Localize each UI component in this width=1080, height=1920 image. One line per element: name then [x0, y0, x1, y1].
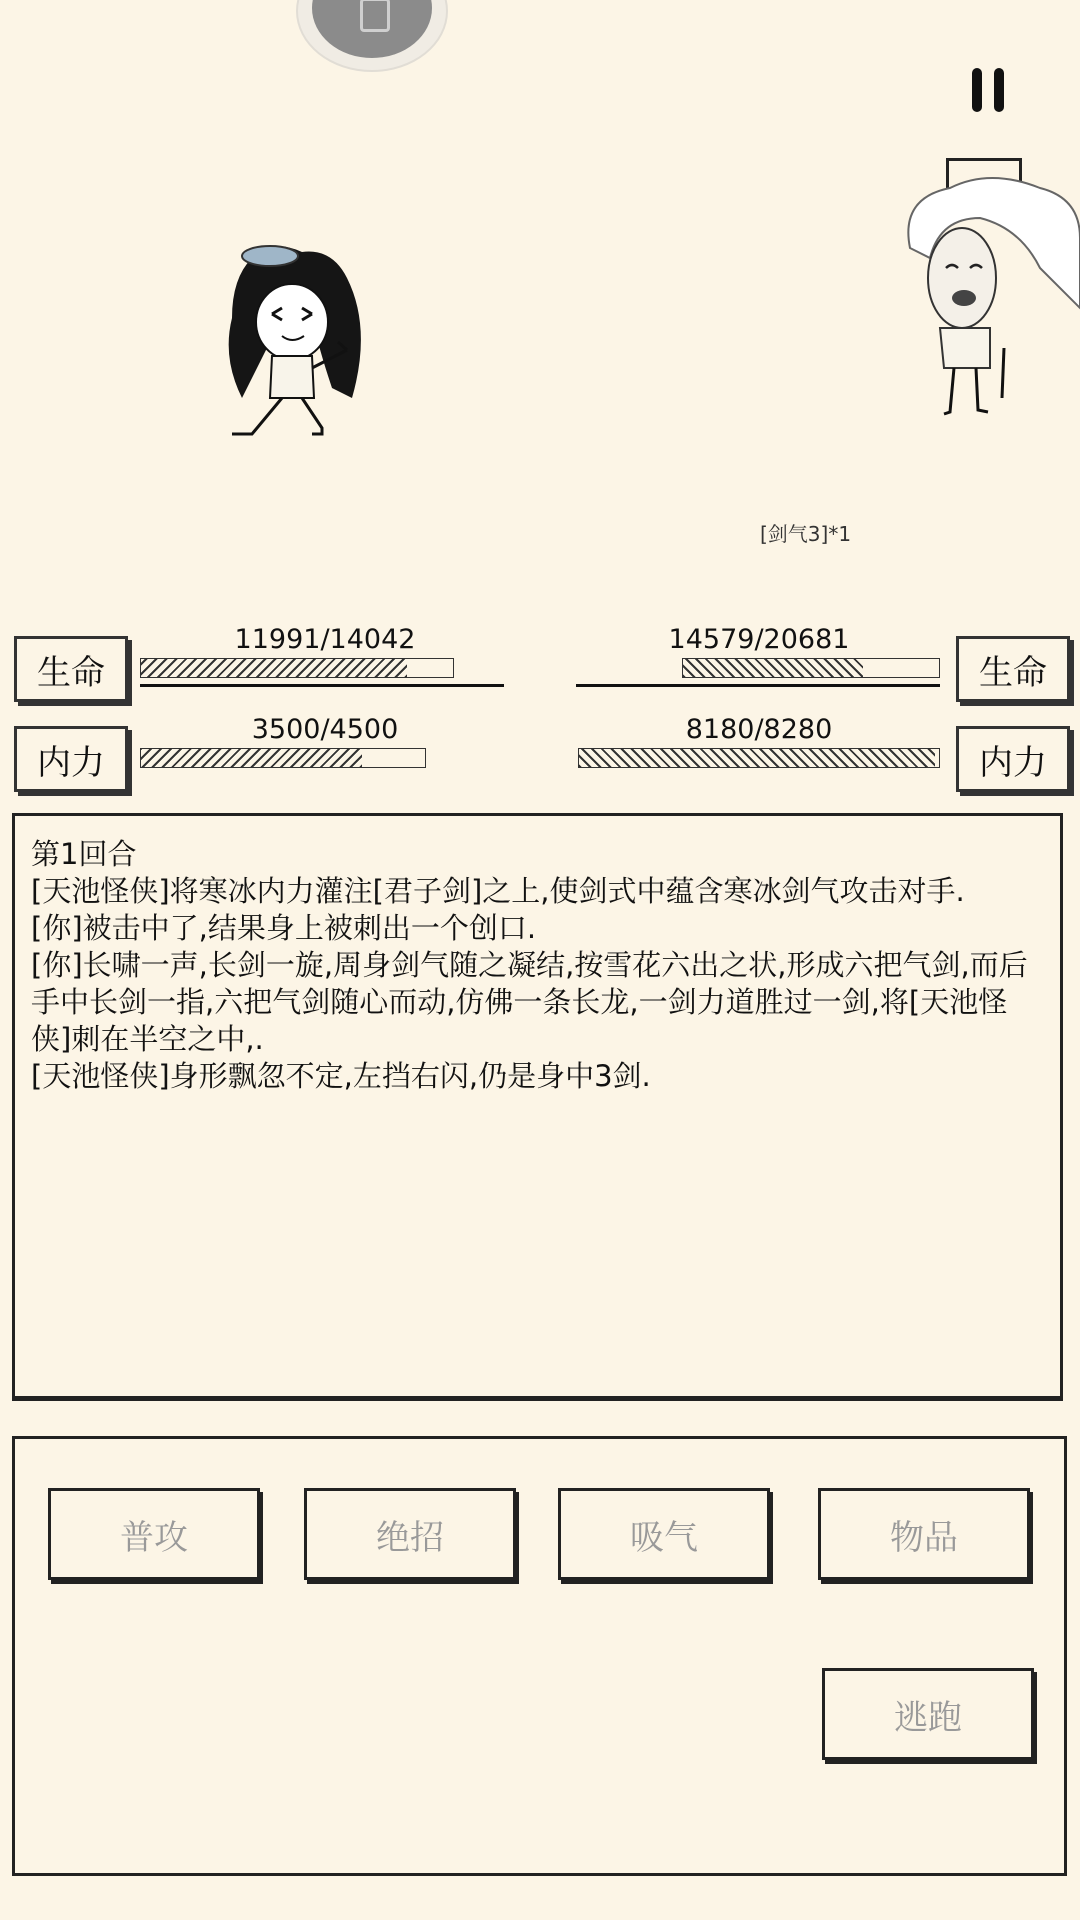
- player-mp-value: 3500/4500: [251, 714, 399, 745]
- player-mp-bar: [140, 748, 426, 768]
- enemy-mp-bar: [578, 748, 940, 768]
- menu-icon: [360, 0, 390, 32]
- top-menu-button[interactable]: [296, 0, 448, 72]
- breathe-button[interactable]: 吸气: [558, 1488, 770, 1580]
- ultimate-button[interactable]: 绝招: [304, 1488, 516, 1580]
- items-button[interactable]: 物品: [818, 1488, 1030, 1580]
- log-line: [你]被击中了,结果身上被刺出一个创口.: [31, 911, 537, 945]
- player-mp-fill: [141, 749, 362, 767]
- battle-log[interactable]: [12, 813, 1063, 1399]
- player-hp-underline: [140, 684, 504, 687]
- enemy-mp-label: 内力: [956, 726, 1070, 792]
- player-character: [212, 238, 432, 498]
- top-menu-button-face: [312, 0, 432, 58]
- log-line: 第1回合: [31, 837, 137, 871]
- pause-bar-right: [994, 68, 1004, 112]
- log-line: [你]长啸一声,长剑一旋,周身剑气随之凝结,按雪花六出之状,形成六把气剑,而后手中长剑一指,六把气剑随心而动,仿佛一条长龙,一剑力道胜过一剑,将[天池怪侠]刺在半空之中,.: [31, 948, 1028, 1056]
- enemy-hp-underline: [576, 684, 940, 687]
- enemy-hp-fill: [683, 659, 863, 677]
- attack-button[interactable]: 普攻: [48, 1488, 260, 1580]
- player-hp-fill: [141, 659, 407, 677]
- player-mp-label: 内力: [14, 726, 128, 792]
- enemy-hp-bar: [682, 658, 940, 678]
- enemy-hp-value: 14579/20681: [668, 624, 850, 655]
- log-line: [天池怪侠]身形飘忽不定,左挡右闪,仍是身中3剑.: [31, 1059, 651, 1093]
- pause-bar-left: [972, 68, 982, 112]
- buff-status-label: [剑气3]*1: [760, 522, 852, 546]
- enemy-mp-fill: [579, 749, 935, 767]
- enemy-hp-label: 生命: [956, 636, 1070, 702]
- enemy-character: [900, 158, 1080, 458]
- player-hp-value: 11991/14042: [234, 624, 416, 655]
- log-line: [天池怪侠]将寒冰内力灌注[君子剑]之上,使剑式中蕴含寒冰剑气攻击对手.: [31, 874, 965, 908]
- enemy-mp-value: 8180/8280: [685, 714, 833, 745]
- flee-button[interactable]: 逃跑: [822, 1668, 1034, 1760]
- player-hp-bar: [140, 658, 454, 678]
- pause-icon[interactable]: [966, 68, 1012, 116]
- player-hp-label: 生命: [14, 636, 128, 702]
